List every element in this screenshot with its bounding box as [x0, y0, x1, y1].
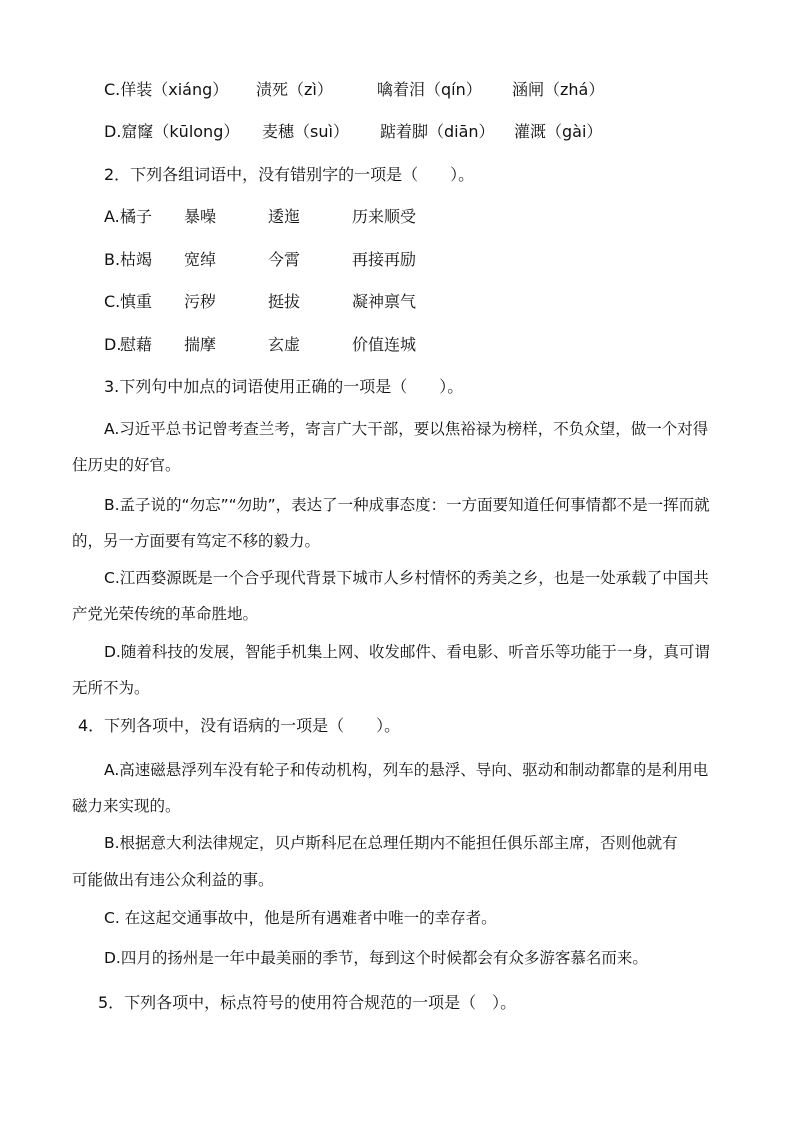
q3-option-a-line2: 住历史的好官。 [72, 456, 181, 474]
q5-stem: 5．下列各项中，标点符号的使用符合规范的一项是（ ）。 [98, 993, 517, 1012]
q1-d-item-4: 灌溉（gài） [514, 122, 603, 141]
q2-option-b [104, 250, 704, 270]
q2-a-item-4: 历来顺受 [352, 207, 417, 226]
q3-option-c-line2: 产党光荣传统的革命胜地。 [72, 605, 259, 623]
q2-d-item-2: 揣摩 [184, 335, 217, 354]
q2-option-a [104, 207, 704, 227]
q2-b-label: B. [104, 250, 121, 269]
q2-d-item-3: 玄虚 [268, 335, 301, 354]
q1-c-item-2: 渍死（zì） [256, 80, 333, 99]
q2-c-item-3: 挺拔 [268, 292, 301, 311]
q4-option-d: D.四月的扬州是一年中最美丽的季节，每到这个时候都会有众多游客慕名而来。 [104, 949, 648, 967]
q4-option-c: C. 在这起交通事故中，他是所有遇难者中唯一的幸存者。 [104, 909, 497, 927]
q2-b-item-2: 宽绰 [184, 250, 217, 269]
q2-stem: 2．下列各组词语中，没有错别字的一项是（ ）。 [104, 165, 475, 184]
q2-b-item-3: 今霄 [268, 250, 301, 269]
q2-b-item-1: 枯竭 [120, 250, 153, 269]
q2-option-c [104, 292, 704, 312]
q1-c-item-4: 涵闸（zhá） [512, 80, 605, 99]
q2-a-item-1: 橘子 [120, 207, 153, 226]
q2-option-d [104, 335, 704, 355]
q1-d-item-2: 麦穗（suì） [262, 122, 349, 141]
q3-option-d-line2: 无所不为。 [72, 679, 150, 697]
q3-option-d-line1: D.随着科技的发展，智能手机集上网、收发邮件、看电影、听音乐等功能于一身，真可谓 [104, 643, 710, 661]
q4-stem: 4．下列各项中，没有语病的一项是（ ）。 [78, 716, 401, 735]
q3-option-b-line2: 的，另一方面要有笃定不移的毅力。 [72, 532, 321, 550]
q2-d-item-4: 价值连城 [352, 335, 417, 354]
q3-option-c-line1: C.江西婺源既是一个合乎现代背景下城市人乡村情怀的秀美之乡，也是一处承载了中国共 [104, 569, 709, 587]
q1-d-item-1: D.窟窿（kūlong） [104, 122, 240, 141]
q2-d-label: D. [104, 335, 122, 354]
q3-option-a-line1: A.习近平总书记曾考查兰考，寄言广大干部，要以焦裕禄为榜样，不负众望，做一个对得 [104, 420, 709, 438]
q4-option-b-line2: 可能做出有违公众利益的事。 [72, 871, 274, 889]
q2-c-label: C. [104, 292, 121, 311]
q2-c-item-1: 慎重 [120, 292, 153, 311]
q1-d-item-3: 踮着脚（diān） [380, 122, 495, 141]
q1-option-c [104, 80, 704, 100]
q3-option-b-line1: B.孟子说的“勿忘”“勿助”，表达了一种成事态度：一方面要知道任何事情都不是一挥而就 [104, 496, 710, 514]
q2-a-item-2: 暴噪 [184, 207, 217, 226]
q2-a-label: A. [104, 207, 120, 226]
q4-option-b-line1: B.根据意大利法律规定，贝卢斯科尼在总理任期内不能担任俱乐部主席，否则他就有 [104, 834, 678, 852]
q1-c-item-1: C.佯装（xiáng） [104, 80, 229, 99]
q4-option-a-line1: A.高速磁悬浮列车没有轮子和传动机构，列车的悬浮、导向、驱动和制动都靠的是利用电 [104, 761, 709, 779]
q2-b-item-4: 再接再励 [352, 250, 417, 269]
q1-option-d [104, 122, 704, 142]
q2-d-item-1: 慰藉 [120, 335, 153, 354]
q4-option-a-line2: 磁力来实现的。 [72, 797, 181, 815]
q2-c-item-4: 凝神禀气 [352, 292, 417, 311]
q2-a-item-3: 逶迤 [268, 207, 301, 226]
q1-c-item-3: 噙着泪（qín） [377, 80, 482, 99]
q3-stem: 3.下列句中加点的词语使用正确的一项是（ ）。 [104, 377, 464, 396]
q2-c-item-2: 污秽 [184, 292, 217, 311]
